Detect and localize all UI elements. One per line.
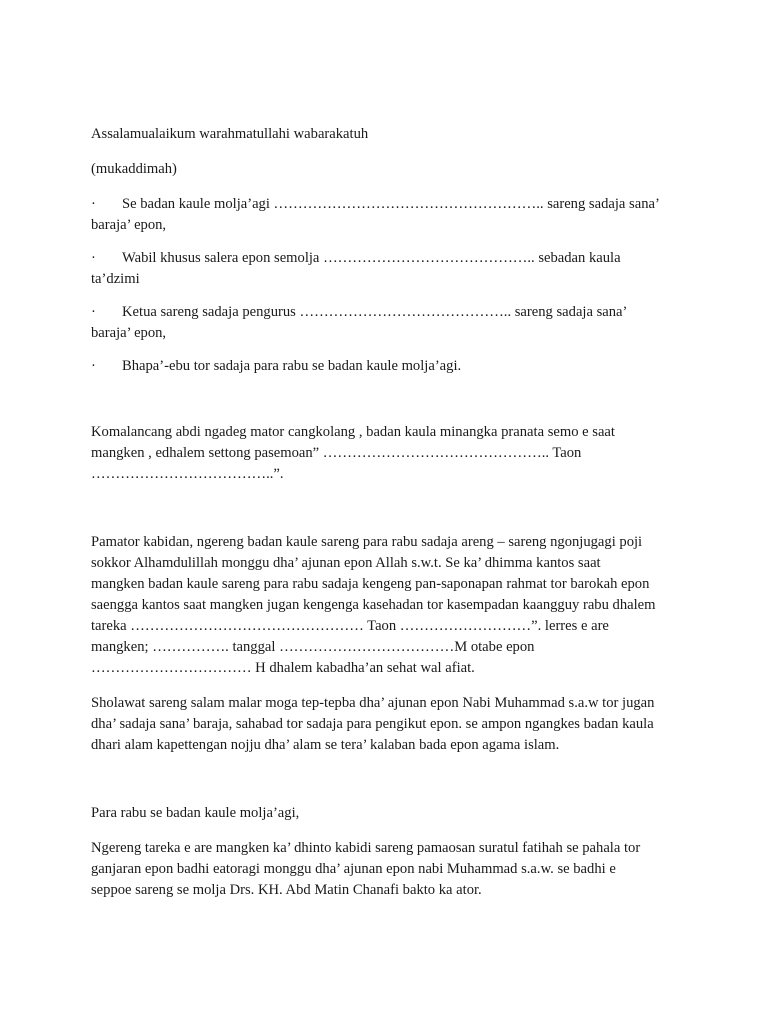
- bullet-text-continued: baraja’ epon,: [91, 325, 167, 341]
- paragraph-line: tareka ………………………………………… Taon ………………………”. lerres e are: [91, 618, 609, 634]
- paragraph-line: mangken , edhalem settong pasemoan” ……………………………………….. Taon: [91, 445, 582, 461]
- paragraph-address: Para rabu se badan kaule molja’agi,: [91, 805, 300, 821]
- bullet-text: Bhapa’-ebu tor sadaja para rabu se badan kaule molja’agi.: [122, 358, 462, 374]
- paragraph-fatihah: [91, 838, 691, 901]
- paragraph-sholawat: [91, 693, 691, 756]
- bullet-marker: ·: [91, 358, 96, 374]
- bullet-text-continued: ta’dzimi: [91, 271, 140, 287]
- bullet-item: [91, 194, 691, 236]
- paragraph-line: mangken; ……………. tanggal ………………………………M otabe epon: [91, 639, 535, 655]
- spacer: [91, 389, 691, 422]
- paragraph-gratitude: [91, 532, 691, 679]
- paragraph-line: seppoe sareng se molja Drs. KH. Abd Matin Chanafi bakto ka ator.: [91, 882, 482, 898]
- paragraph-line: Pamator kabidan, ngereng badan kaule sareng para rabu sadaja areng – sareng ngonjugagi poji: [91, 534, 643, 550]
- paragraph-line: ………………………………..”.: [91, 466, 284, 482]
- bullet-marker: ·: [91, 196, 96, 212]
- paragraph-line: Komalancang abdi ngadeg mator cangkolang , badan kaula minangka pranata semo e saat: [91, 424, 615, 440]
- paragraph-line: mangken badan kaule sareng para rabu sadaja kengeng pan-saponapan rahmat tor barokah epon: [91, 576, 650, 592]
- paragraph-line: sokkor Alhamdulillah monggu dha’ ajunan epon Allah s.w.t. Se ka’ dhimma kantos saat: [91, 555, 601, 571]
- bullet-item: [91, 248, 691, 290]
- opening-note: (mukaddimah): [91, 161, 177, 177]
- paragraph-line: Sholawat sareng salam malar moga tep-tepba dha’ ajunan epon Nabi Muhammad s.a.w tor jugan: [91, 695, 655, 711]
- paragraph-line: dhari alam kapettengan nojju dha’ alam se tera’ kalaban bada epon agama islam.: [91, 737, 560, 753]
- paragraph-line: Ngereng tareka e are mangken ka’ dhinto kabidi sareng pamaosan suratul fatihah se pahala tor: [91, 840, 641, 856]
- paragraph-line: dha’ sadaja sana’ baraja, sahabad tor sadaja para pengikut epon. se ampon ngangkes badan kaula: [91, 716, 654, 732]
- spacer: [91, 770, 691, 803]
- bullet-text: Ketua sareng sadaja pengurus …………………………………….. sareng sadaja sana’: [122, 304, 628, 320]
- bullet-marker: ·: [91, 250, 96, 266]
- bullet-item: [91, 356, 691, 377]
- document-body: [91, 124, 691, 901]
- paragraph-line: saengga kantos saat mangken jugan kengenga kasehadan tor kasempadan kaangguy rabu dhalem: [91, 597, 656, 613]
- salutation: Assalamualaikum warahmatullahi wabarakatuh: [91, 126, 369, 142]
- paragraph-line: ganjaran epon badhi eatoragi monggu dha’ ajunan epon nabi Muhammad s.a.w. se badhi e: [91, 861, 616, 877]
- bullet-text: Se badan kaule molja’agi ……………………………………………….. sareng sadaja sana’: [122, 196, 660, 212]
- bullet-text: Wabil khusus salera epon semolja …………………………………….. sebadan kaula: [122, 250, 621, 266]
- paragraph-line: …………………………… H dhalem kabadha’an sehat wal afiat.: [91, 660, 475, 676]
- spacer: [91, 499, 691, 532]
- bullet-text-continued: baraja’ epon,: [91, 217, 167, 233]
- bullet-item: [91, 302, 691, 344]
- bullet-marker: ·: [91, 304, 96, 320]
- paragraph-opening: [91, 422, 691, 485]
